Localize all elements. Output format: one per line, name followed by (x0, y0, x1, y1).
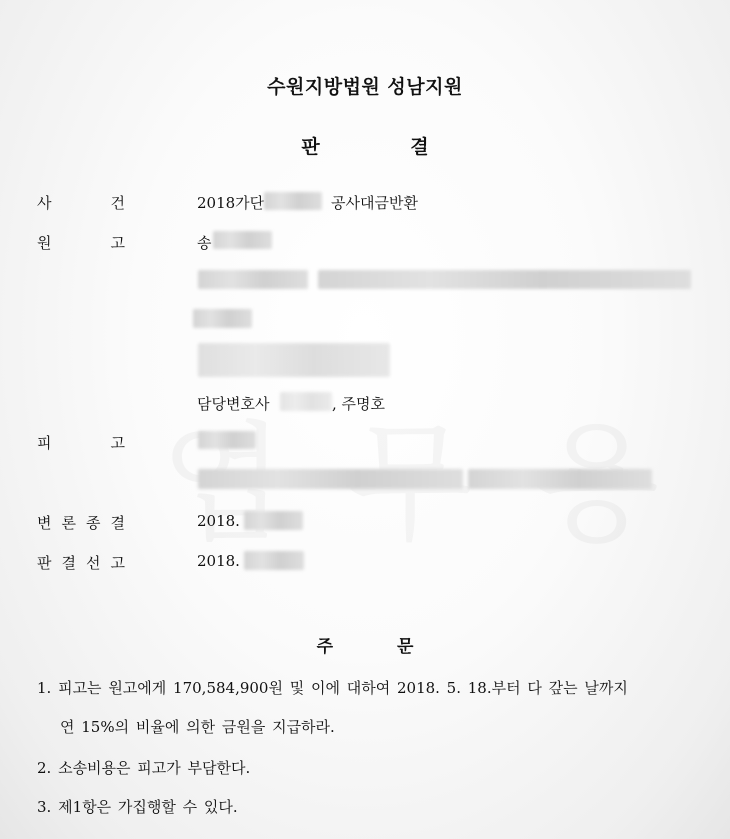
redacted-case-number (264, 192, 322, 210)
order-item-3: 3. 제1항은 가집행할 수 있다. (37, 798, 238, 816)
redacted-plaintiff-address-1 (198, 270, 308, 289)
case-label: 사 건 (37, 194, 125, 212)
plaintiff-label: 원 고 (37, 234, 125, 252)
case-name: 공사대금반환 (331, 194, 418, 212)
order-title: 주 문 (316, 637, 414, 657)
defendant-label: 피 고 (37, 434, 125, 452)
redacted-plaintiff-name (213, 231, 272, 249)
closing-label: 변 론 종 결 (37, 514, 125, 532)
closing-date: 2018. (197, 512, 240, 530)
order-item-1: 1. 피고는 원고에게 170,584,900원 및 이에 대하여 2018. 5. 18.부터 다 갚는 날까지 (37, 679, 628, 697)
redacted-ruling-date (244, 551, 304, 570)
redacted-attorney-name (280, 392, 332, 411)
document-type-title: 판 결 (301, 136, 429, 158)
redacted-closing-date (244, 511, 303, 530)
redacted-plaintiff-address-3 (193, 309, 252, 328)
redacted-defendant-address-1 (198, 469, 463, 489)
redacted-plaintiff-representative (198, 343, 390, 377)
court-name: 수원지방법원 성남지원 (267, 76, 463, 98)
redacted-defendant-address-2 (468, 469, 652, 489)
case-number-prefix: 2018가단 (197, 194, 265, 212)
plaintiff-name-prefix: 송 (197, 234, 212, 252)
ruling-label: 판 결 선 고 (37, 554, 125, 572)
order-item-1-continued: 연 15%의 비율에 의한 금원을 지급하라. (60, 718, 335, 736)
order-item-2: 2. 소송비용은 피고가 부담한다. (37, 759, 251, 777)
attorney-prefix: 담당변호사 (197, 395, 270, 413)
attorney-suffix: , 주명호 (332, 395, 386, 413)
ruling-date: 2018. (197, 552, 240, 570)
redacted-defendant-name (198, 431, 256, 449)
redacted-plaintiff-address-2 (318, 270, 691, 289)
